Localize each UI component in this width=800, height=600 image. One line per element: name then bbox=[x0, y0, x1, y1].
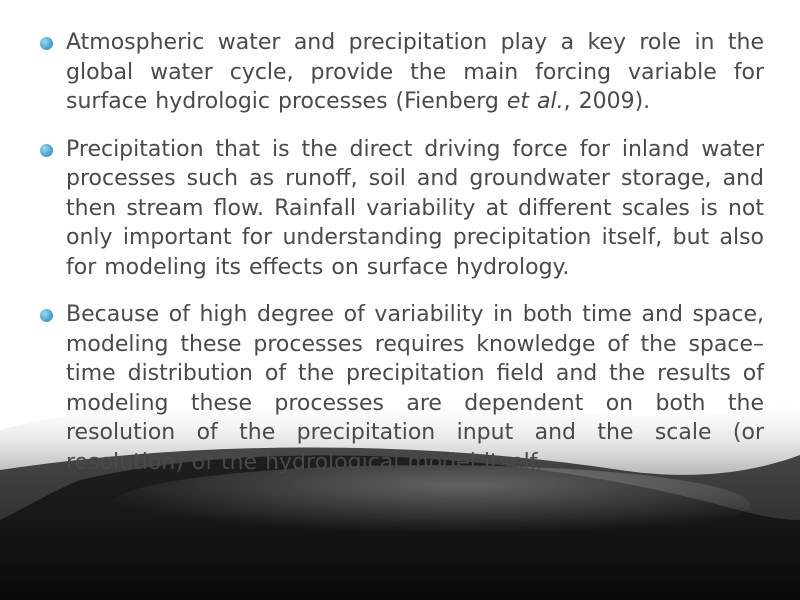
bullet-text: Because of high degree of variability in both time and space, modeling these processes requires knowledge of the space–time distribution of the precipitation field and the results of modeling these processes are dependent on both the resolution of the precipitation input and the scale (or resolution) of the hydrological model itself. bbox=[66, 302, 764, 475]
bullet-dot-icon bbox=[40, 144, 53, 157]
bullet-text: Atmospheric water and precipitation play a key role in the global water cycle, provide the main forcing variable for surface hydrologic processes (Fienberg et al., 2009). bbox=[66, 30, 764, 114]
bullet-item bbox=[38, 135, 764, 283]
bullet-dot-icon bbox=[40, 37, 53, 50]
bullet-dot-icon bbox=[40, 309, 53, 322]
slide-content bbox=[38, 28, 764, 495]
bullet-text: Precipitation that is the direct driving force for inland water processes such as runoff, soil and groundwater storage, and then stream flow. Rainfall variability at different scales is not only important for understanding precipitation itself, but also for modeling its effects on surface hydrology. bbox=[66, 136, 764, 280]
bullet-item bbox=[38, 28, 764, 117]
bullet-item bbox=[38, 300, 764, 477]
